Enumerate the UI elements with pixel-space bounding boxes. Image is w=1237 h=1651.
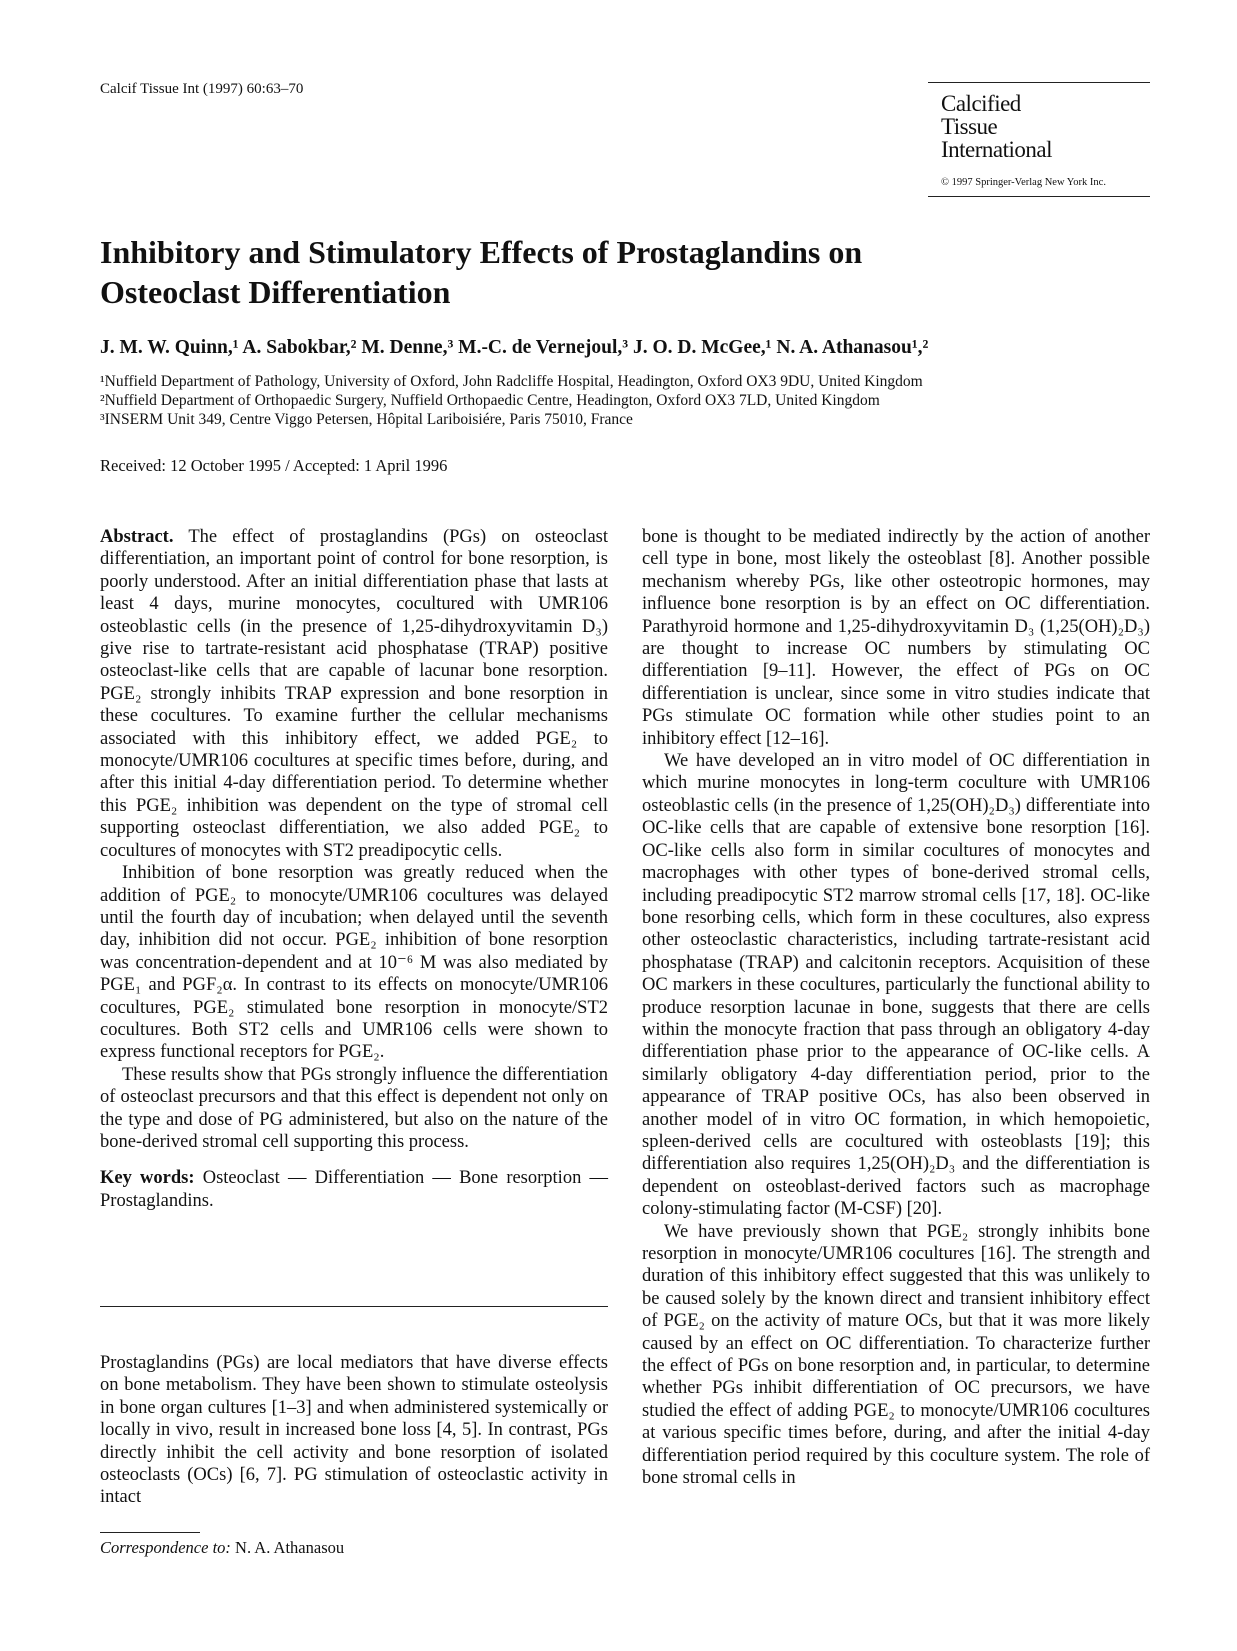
keywords-text: Osteoclast — Differentiation — Bone resorption — Prostaglandins. [100,1168,609,1211]
correspondence-name: N. A. Athanasou [235,1538,345,1557]
article-title: Inhibitory and Stimulatory Effects of Prostaglandins on Osteoclast Differentiation [100,234,863,310]
journal-citation: Calcif Tissue Int (1997) 60:63–70 [100,81,304,97]
logo-line-1: Calcified [941,91,1021,116]
affiliation-2: ²Nuffield Department of Orthopaedic Surgery, Nuffield Orthopaedic Centre, Headington, Oxford OX3 7LD, United Kingdom [100,392,880,409]
affiliations [100,372,923,429]
received-dates: Received: 12 October 1995 / Accepted: 1 April 1996 [100,456,448,475]
logo-line-2: Tissue [941,114,998,139]
right-paragraph-3: We have previously shown that PGE₂ strongly inhibits bone resorption in monocyte/UMR106 cocultures [16]. The strength and duration of this inhibitory effect suggested that this was unlikely to be caused solely by the known direct and transient inhibitory effect of PGE₂ on the activity of mature OCs, but that it was more likely caused by an effect on OC differentiation. To characterize further the effect of PGs on bone resorption and, in particular, to determine whether PGs inhibit differentiation of OC precursors, we have studied the effect of adding PGE₂ to monocyte/UMR106 cocultures at various specific times before, during, and after the initial 4-day differentiation period required by this coculture system. The role of bone stromal cells in [642,1221,1150,1489]
abstract-paragraph-1 [100,526,608,862]
copyright-notice: © 1997 Springer-Verlag New York Inc. [941,177,1106,188]
right-paragraph-1: bone is thought to be mediated indirectly by the action of another cell type in bone, most likely the osteoblast [8]. Another possible mechanism whereby PGs, like other osteotropic hormones, may influence bone resorption is by an effect on OC differentiation. Parathyroid hormone and 1,25-dihydroxyvitamin D₃ (1,25(OH)₂D₃) are thought to increase OC numbers by stimulating OC differentiation [9–11]. However, the effect of PGs on OC differentiation is unclear, since some in vitro studies indicate that PGs stimulate OC formation while other studies point to an inhibitory effect [12–16]. [642,527,1150,749]
abstract-text-1: The effect of prostaglandins (PGs) on osteoclast differentiation, an important point of control for bone resorption, is poorly understood. After an initial differentiation phase that lasts at least 4 days, murine monocytes, cocultured with UMR106 osteoblastic cells (in the presence of 1,25-dihydroxyvitamin D₃) give rise to tartrate-resistant acid phosphatase (TRAP) positive osteoclast-like cells that are capable of lacunar bone resorption. PGE₂ strongly inhibits TRAP expression and bone resorption in these cocultures. To examine further the cellular mechanisms associated with this inhibitory effect, we added PGE₂ to monocyte/UMR106 cocultures at specific times before, during, and after this initial 4-day differentiation period. To determine whether this PGE₂ inhibition was dependent on the type of stromal cell supporting osteoclast differentiation, we also added PGE₂ to cocultures of monocytes with ST2 preadipocytic cells. [100,527,608,861]
footnote-rule [100,1532,200,1533]
right-paragraph-2: We have developed an in vitro model of OC differentiation in which murine monocytes in long-term coculture with UMR106 osteoblastic cells (in the presence of 1,25(OH)₂D₃) differentiate into OC-like cells that are capable of extensive bone resorption [16]. OC-like cells also form in similar cocultures of monocytes and macrophages with other types of bone-derived stromal cells, including preadipocytic ST2 marrow stromal cells [17, 18]. OC-like bone resorbing cells, which form in these cocultures, also express other osteoclastic characteristics, including tartrate-resistant acid phosphatase (TRAP) and calcitonin receptors. Acquisition of these OC markers in these cocultures, particularly the functional ability to produce resorption lacunae in bone, suggests that there are cells within the monocyte fraction that pass through an obligatory 4-day differentiation phase prior to the appearance of OC-like cells. A similarly obligatory 4-day differentiation period, prior to the appearance of TRAP positive OCs, has also been observed in another model of in vitro OC formation, in which hemopoietic, spleen-derived cells are cocultured with osteoblasts [19]; this differentiation also requires 1,25(OH)₂D₃ and the differentiation is dependent on osteoblast-derived factors such as macrophage colony-stimulating factor (M-CSF) [20]. [642,751,1150,1220]
affiliation-3: ³INSERM Unit 349, Centre Viggo Petersen, Hôpital Lariboisiére, Paris 75010, France [100,411,633,428]
introduction-left [100,1352,608,1509]
logo-line-3: International [941,137,1053,162]
introduction-right [642,526,1150,1489]
logo-top-rule [928,82,1150,83]
keywords [100,1167,608,1212]
author-list: J. M. W. Quinn,¹ A. Sabokbar,² M. Denne,³ M.-C. de Vernejoul,³ J. O. D. McGee,¹ N. A. Athanasou¹,² [100,337,929,358]
abstract-divider [100,1306,608,1307]
abstract-paragraph-3: These results show that PGs strongly influence the differentiation of osteoclast precursors and that this effect is dependent not only on the type and dose of PG administered, but also on the nature of the bone-derived stromal cell supporting this process. [100,1064,608,1152]
logo-bottom-rule [928,196,1150,197]
correspondence-label: Correspondence to: [100,1538,231,1557]
abstract-section [100,526,608,1212]
abstract-paragraph-2: Inhibition of bone resorption was greatly reduced when the addition of PGE₂ to monocyte/UMR106 cocultures was delayed until the fourth day of incubation; when delayed until the seventh day, inhibition did not occur. PGE₂ inhibition of bone resorption was concentration-dependent and at 10⁻⁶ M was also mediated by PGE₁ and PGF₂α. In contrast to its effects on monocyte/UMR106 cocultures, PGE₂ stimulated bone resorption in monocyte/ST2 cocultures. Both ST2 cells and UMR106 cells were shown to express functional receptors for PGE₂. [100,863,608,1063]
keywords-label: Key words: [100,1168,195,1189]
abstract-label: Abstract. [100,527,174,547]
affiliation-1: ¹Nuffield Department of Pathology, University of Oxford, John Radcliffe Hospital, Headington, Oxford OX3 9DU, United Kingdom [100,373,923,390]
journal-logo [941,92,1052,161]
correspondence-footnote [100,1538,344,1558]
intro-paragraph-1: Prostaglandins (PGs) are local mediators that have diverse effects on bone metabolism. They have been shown to stimulate osteolysis in bone organ cultures [1–3] and when administered systemically or locally in vivo, result in increased bone loss [4, 5]. In contrast, PGs directly inhibit the cell activity and bone resorption of isolated osteoclasts (OCs) [6, 7]. PG stimulation of osteoclastic activity in intact [100,1353,608,1508]
